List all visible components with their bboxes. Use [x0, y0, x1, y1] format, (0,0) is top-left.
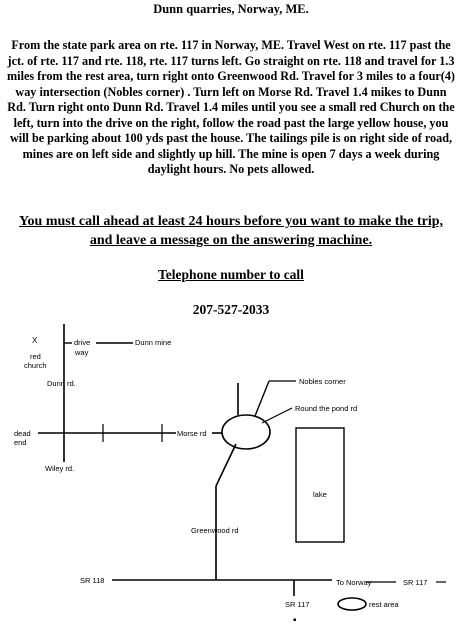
dunn-rd-label: Dunn rd.	[47, 379, 76, 388]
document-title: Dunn quarries, Norway, ME.	[153, 2, 309, 16]
to-norway-label: To Norway	[336, 578, 372, 587]
phone-number: 207-527-2033	[192, 302, 270, 317]
rest-area-shape	[338, 598, 366, 610]
dead-end-label-end: end	[14, 438, 27, 447]
directions-map	[0, 320, 462, 631]
nobles-corner-label: Nobles corner	[299, 377, 346, 386]
greenwood-rd-label: Greenwood rd	[191, 526, 239, 535]
round-the-pond-circle	[222, 415, 270, 449]
lake-label: lake	[313, 490, 327, 499]
church-label-church: church	[24, 361, 47, 370]
directions-paragraph: From the state park area on rte. 117 in Norway, ME. Travel West on rte. 117 past the jct. of rte. 117 and rte. 118, rte. 117 turns left. Go straight on rte. 118 and travel for 1.3 miles from the rest area, turn right onto Greenwood Rd. Travel for 3 miles to a four(4) way intersection (Nobles corner) . Turn left on Morse Rd. Travel 1.4 mikes to Dunn Rd. Turn right onto Dunn Rd. Travel 1.4 miles until you see a small red Church on the left, turn into the drive on the right, follow the road past the large yellow house, you will be parking about 100 yds past the house. The tailings pile is on right side of road, mines are on left side and slightly up hill. The mine is open 7 days a week during daylight hours. No pets allowed.	[7, 38, 455, 176]
rest-area-label: rest area	[369, 600, 399, 609]
church-marker: X	[32, 336, 38, 345]
greenwood-diagonal-line	[216, 444, 236, 486]
phone-label: Telephone number to call	[158, 267, 304, 282]
dunn-mine-label: Dunn mine	[135, 338, 172, 347]
round-pond-pointer	[262, 408, 292, 423]
driveway-label-drive: drive	[74, 338, 91, 347]
nobles-road-line	[255, 381, 269, 416]
dead-end-label-dead: dead	[14, 429, 31, 438]
sr-118-label: SR 118	[80, 576, 105, 585]
sr-117-dot	[294, 619, 296, 621]
driveway-label-way: way	[75, 348, 89, 357]
sr-117-bottom-label: SR 117	[285, 600, 310, 609]
church-label-red: red	[30, 352, 41, 361]
round-the-pond-label: Round the pond rd	[295, 404, 358, 413]
morse-rd-label: Morse rd	[177, 429, 207, 438]
sr-117-right-label: SR 117	[403, 578, 428, 587]
wiley-rd-label: Wiley rd.	[45, 464, 75, 473]
call-ahead-warning: You must call ahead at least 24 hours before you want to make the trip, and leave a message on the answering machine.	[18, 214, 443, 248]
lake-shape	[296, 428, 344, 542]
